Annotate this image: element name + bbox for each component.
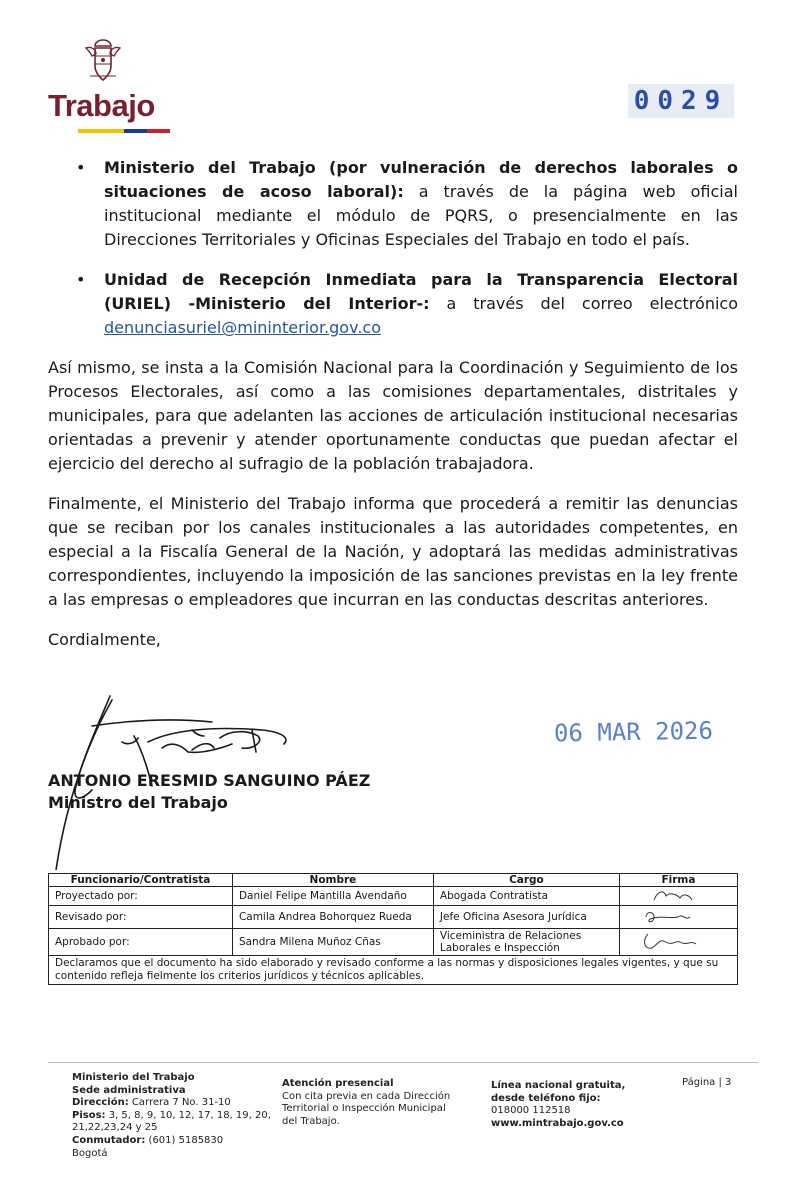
footer-divider [48,1062,758,1063]
footer-label: Conmutador: [72,1134,146,1146]
table-cell: Daniel Felipe Mantilla Avendaño [232,887,433,906]
column-header: Nombre [232,874,433,887]
table-cell: Aprobado por: [49,929,233,956]
bullet-text: a través del correo electrónico [429,294,738,313]
footer-value: 3, 5, 8, 9, 10, 12, 17, 18, 19, 20, 21,22,23,24 y 25 [72,1109,271,1134]
closing-salutation: Cordialmente, [48,630,161,649]
footer-label: Dirección: [72,1097,129,1109]
ministry-logo [48,36,160,136]
table-cell: Proyectado por: [49,887,233,906]
initials-signature [619,929,737,956]
paragraph: Así mismo, se insta a la Comisión Nacional para la Coordinación y Seguimiento de los Procesos Electorales, así como a las comisiones departamentales, distritales y municipales, para que adelanten las acciones de articulación institucional necesarias orientadas a prevenir y atender oportunamente conductas que puedan afectar el ejercicio del derecho al sufragio de la población trabajadora. [48,358,738,473]
letter-body [48,156,738,652]
bullet-text: a través de la página web oficial institucional mediante el módulo de PQRS, o presencialmente en las Direcciones Territoriales y Oficinas Especiales del Trabajo en todo el país. [104,182,738,249]
table-header-row [49,874,738,887]
table-cell: Jefe Oficina Asesora Jurídica [433,906,619,929]
bullet-icon: • [76,158,86,177]
list-item [48,268,738,340]
coat-of-arms-icon [78,36,128,86]
initials-signature [619,906,737,929]
filing-number-stamp: 0029 [628,84,734,118]
page-number: Página | 3 [682,1077,732,1088]
footer-contact [491,1080,661,1130]
footer-value: Carrera 7 No. 31-10 [128,1097,231,1109]
declaration-text: Declaramos que el documento ha sido elaborado y revisado conforme a las normas y disposiciones legales vigentes, y que su contenido refleja fielmente los criterios jurídicos y técnicos aplicables. [49,956,738,985]
footer-phone: 018000 112518 [491,1105,571,1117]
footer-attention [282,1078,462,1128]
signer-name: ANTONIO ERESMID SANGUINO PÁEZ [48,771,371,790]
bullet-icon: • [76,270,86,289]
table-cell: Sandra Milena Muñoz Cñas [232,929,433,956]
channel-list [48,156,738,340]
column-header: Cargo [433,874,619,887]
table-row [49,906,738,929]
signer-block [48,770,370,814]
paragraph: Finalmente, el Ministerio del Trabajo informa que procederá a remitir las denuncias que se reciban por los canales institucionales a las autoridades competentes, en especial a la Fiscalía General de la Nación, y adoptará las medidas administrativas correspondientes, incluyendo la imposición de las sanciones previstas en la ley frente a las empresas o empleadores que incurran en las conductas descritas anteriores. [48,494,738,609]
footer-attention-title: Atención presencial [282,1078,394,1089]
footer-hotline-title: Línea nacional gratuita, desde teléfono fijo: [491,1080,626,1104]
column-header: Funcionario/Contratista [49,874,233,887]
footer-label: Pisos: [72,1109,106,1121]
table-row [49,929,738,956]
footer-attention-text: Con cita previa en cada Dirección Territorial o Inspección Municipal del Trabajo. [282,1090,451,1127]
footer-website: www.mintrabajo.gov.co [491,1117,624,1129]
footer-org: Ministerio del Trabajo [72,1072,195,1083]
table-cell: Revisado por: [49,906,233,929]
table-cell: Viceministra de Relaciones Laborales e Inspección [433,929,619,956]
table-row [49,887,738,906]
column-header: Firma [619,874,737,887]
table-row [49,956,738,985]
flag-stripe [78,129,170,133]
list-item [48,156,738,252]
initials-signature [619,887,737,906]
signer-title: Ministro del Trabajo [48,793,228,812]
review-table [48,873,738,985]
footer-value: (601) 5185830 [145,1134,224,1146]
brand-name: Trabajo [48,88,155,123]
footer-city: Bogotá [72,1147,108,1159]
bullet-heading: Unidad de Recepción Inmediata para la Transparencia Electoral (URIEL) -Ministerio del Interior-: [104,270,738,313]
table-cell: Abogada Contratista [433,887,619,906]
footer-sede: Sede administrativa [72,1084,186,1096]
bullet-heading: Ministerio del Trabajo (por vulneración de derechos laborales o situaciones de acoso laboral): [104,158,738,201]
email-link[interactable]: denunciasuriel@mininterior.gov.co [104,318,381,337]
date-received-stamp: 06 MAR 2026 [553,716,714,748]
footer-address [72,1072,272,1160]
table-cell: Camila Andrea Bohorquez Rueda [232,906,433,929]
